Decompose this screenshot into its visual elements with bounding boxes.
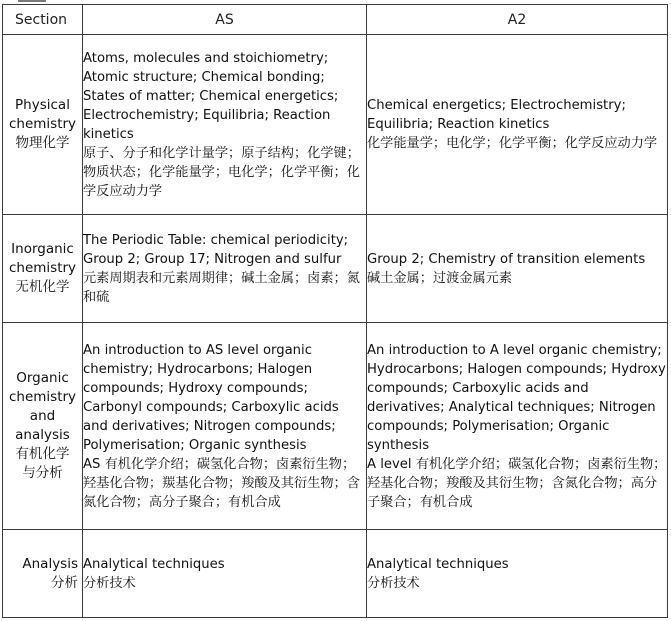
- section-name-en-line: and: [29, 408, 56, 424]
- as-cell-organic: [83, 323, 367, 530]
- section-name-zh: 无机化学: [15, 279, 70, 295]
- table-row-physical-chemistry: [3, 35, 668, 215]
- table-row-organic-chemistry: [3, 323, 668, 530]
- table-row-inorganic-chemistry: [3, 215, 668, 323]
- section-name-en-line: Organic: [16, 370, 69, 386]
- a2-topics-en: An introduction to A level organic chemistry; Hydrocarbons; Halogen compounds; Hydroxy compounds; Carboxylic acids and derivatives; Analytical techniques; Nitrogen compounds; Polymerisation; Organic synthesis: [367, 342, 666, 453]
- section-name-en-line: chemistry: [8, 260, 77, 276]
- header-as: AS: [83, 5, 367, 35]
- a2-topics-zh: 碱土金属；过渡金属元素: [367, 270, 513, 286]
- section-name-en-line: chemistry: [8, 389, 77, 405]
- section-name-en-line: Inorganic: [11, 241, 74, 257]
- as-cell-inorganic: [83, 215, 367, 323]
- table-header-row: [3, 5, 668, 35]
- a2-topics-zh: A level 有机化学介绍；碳氢化合物；卤素衍生物；羟基化合物；羧酸及其衍生物；含氮化合物；高分子聚合；有机合成: [367, 456, 667, 510]
- as-cell-physical: [83, 35, 367, 215]
- section-name-en-line: analysis: [15, 427, 70, 443]
- section-cell-organic: [3, 323, 83, 530]
- section-name-zh: 物理化学: [15, 135, 70, 151]
- a2-topics-zh: 化学能量学；电化学；化学平衡；化学反应动力学: [367, 136, 658, 151]
- section-cell-analysis: [3, 530, 83, 618]
- as-topics-zh: 分析技术: [83, 575, 136, 591]
- a2-topics-en: Chemical energetics; Electrochemistry; Equilibria; Reaction kinetics: [367, 98, 626, 132]
- a2-cell-analysis: [367, 530, 668, 618]
- section-name-zh-line: 与分析: [22, 465, 63, 481]
- as-topics-en: An introduction to AS level organic chemistry; Hydrocarbons; Halogen compounds; Hydroxy compounds; Carbonyl compounds; Carboxylic acids and derivatives; Nitrogen compounds; Polymerisation; Organic synthesis: [83, 342, 339, 453]
- header-section: Section: [3, 5, 83, 35]
- section-name-zh: 分析: [51, 574, 78, 591]
- a2-cell-inorganic: [367, 215, 668, 323]
- as-cell-analysis: [83, 530, 367, 618]
- as-topics-zh: 原子、分子和化学计量学；原子结构；化学键；物质状态；化学能量学；电化学；化学平衡；化学反应动力学: [83, 145, 360, 199]
- header-a2: A2: [367, 5, 668, 35]
- syllabus-table: [2, 4, 668, 618]
- section-name-en: Analysis: [22, 555, 78, 572]
- a2-cell-organic: [367, 323, 668, 530]
- section-cell-inorganic: [3, 215, 83, 323]
- a2-topics-en: Group 2; Chemistry of transition elements: [367, 251, 646, 267]
- as-topics-zh: 元素周期表和元素周期律；碱土金属；卤素；氮和硫: [83, 270, 360, 305]
- as-topics-en: The Periodic Table: chemical periodicity; Group 2; Group 17; Nitrogen and sulfur: [83, 232, 349, 267]
- a2-topics-en: Analytical techniques: [367, 556, 509, 572]
- as-topics-en: Analytical techniques: [83, 556, 225, 572]
- a2-cell-physical: [367, 35, 668, 215]
- as-topics-en: Atoms, molecules and stoichiometry; Atomic structure; Chemical bonding; States of matter; Chemical energetics; Electrochemistry; Equilibria; Reaction kinetics: [83, 50, 339, 142]
- section-name-en-line: chemistry: [8, 116, 77, 132]
- section-cell-physical: [3, 35, 83, 215]
- a2-topics-zh: 分析技术: [367, 575, 420, 591]
- table-row-analysis: [3, 530, 668, 618]
- section-name-zh-line: 有机化学: [15, 446, 70, 462]
- as-topics-zh: AS 有机化学介绍；碳氢化合物；卤素衍生物；羟基化合物；羰基化合物；羧酸及其衍生物；含氮化合物；高分子聚合；有机合成: [83, 456, 360, 510]
- section-name-en-line: Physical: [15, 97, 70, 113]
